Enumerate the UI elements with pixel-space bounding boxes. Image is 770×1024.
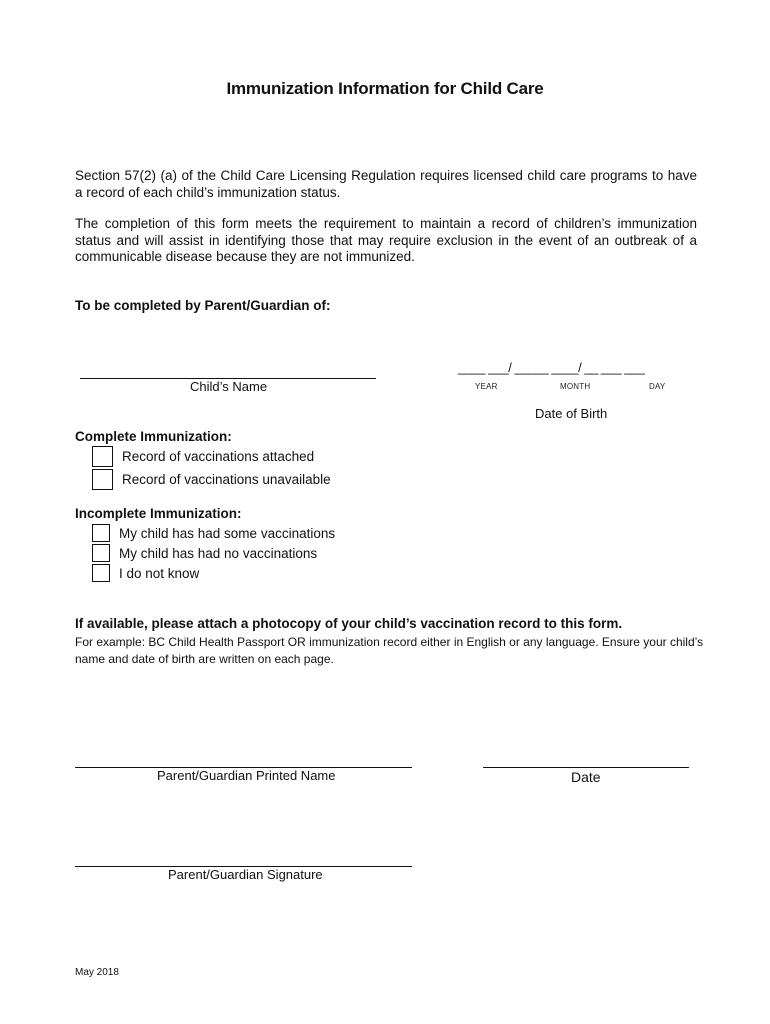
parent-heading: To be completed by Parent/Guardian of: xyxy=(75,298,331,313)
signature-label: Parent/Guardian Signature xyxy=(168,867,323,882)
complete-immunization-heading: Complete Immunization: xyxy=(75,429,232,444)
record-unavailable-label: Record of vaccinations unavailable xyxy=(122,471,331,487)
some-vaccinations-checkbox[interactable] xyxy=(92,524,110,542)
option-do-not-know[interactable] xyxy=(92,563,199,583)
dob-month-label: MONTH xyxy=(560,382,591,391)
child-name-label: Child’s Name xyxy=(190,379,268,394)
attach-note: For example: BC Child Health Passport OR immunization record either in English or any language. Ensure your child’s name and date of birth are written on each page. xyxy=(75,635,704,666)
date-of-birth-label: Date of Birth xyxy=(535,406,608,421)
record-attached-checkbox[interactable] xyxy=(92,446,113,467)
option-record-attached[interactable] xyxy=(92,446,314,466)
dob-day-label: DAY xyxy=(649,382,666,391)
do-not-know-label: I do not know xyxy=(119,565,200,581)
option-record-unavailable[interactable] xyxy=(92,469,331,489)
option-no-vaccinations[interactable] xyxy=(92,543,317,563)
purpose-paragraph: The completion of this form meets the requirement to maintain a record of children’s immunization status and will assist in identifying those that may require exclusion in the event of an outbreak of a communicable disease because they are not immunized. xyxy=(75,216,697,264)
record-unavailable-checkbox[interactable] xyxy=(92,469,113,490)
date-of-birth-field[interactable]: ____ ___/ _____ ____/ __ ___ ___ xyxy=(458,360,645,375)
footer-date: May 2018 xyxy=(75,967,119,978)
page-title: Immunization Information for Child Care xyxy=(226,79,544,98)
regulation-paragraph: Section 57(2) (a) of the Child Care Licensing Regulation requires licensed child care programs to have a record of each child’s immunization status. xyxy=(75,168,697,200)
date-label: Date xyxy=(571,769,601,785)
some-vaccinations-label: My child has had some vaccinations xyxy=(119,525,336,541)
date-field[interactable] xyxy=(483,767,689,768)
printed-name-label: Parent/Guardian Printed Name xyxy=(157,768,336,783)
no-vaccinations-label: My child has had no vaccinations xyxy=(119,545,318,561)
no-vaccinations-checkbox[interactable] xyxy=(92,544,110,562)
record-attached-label: Record of vaccinations attached xyxy=(122,448,315,464)
incomplete-immunization-heading: Incomplete Immunization: xyxy=(75,506,242,521)
dob-year-label: YEAR xyxy=(475,382,498,391)
attach-heading: If available, please attach a photocopy of your child’s vaccination record to this form. xyxy=(75,616,623,631)
option-some-vaccinations[interactable] xyxy=(92,523,335,543)
do-not-know-checkbox[interactable] xyxy=(92,564,110,582)
